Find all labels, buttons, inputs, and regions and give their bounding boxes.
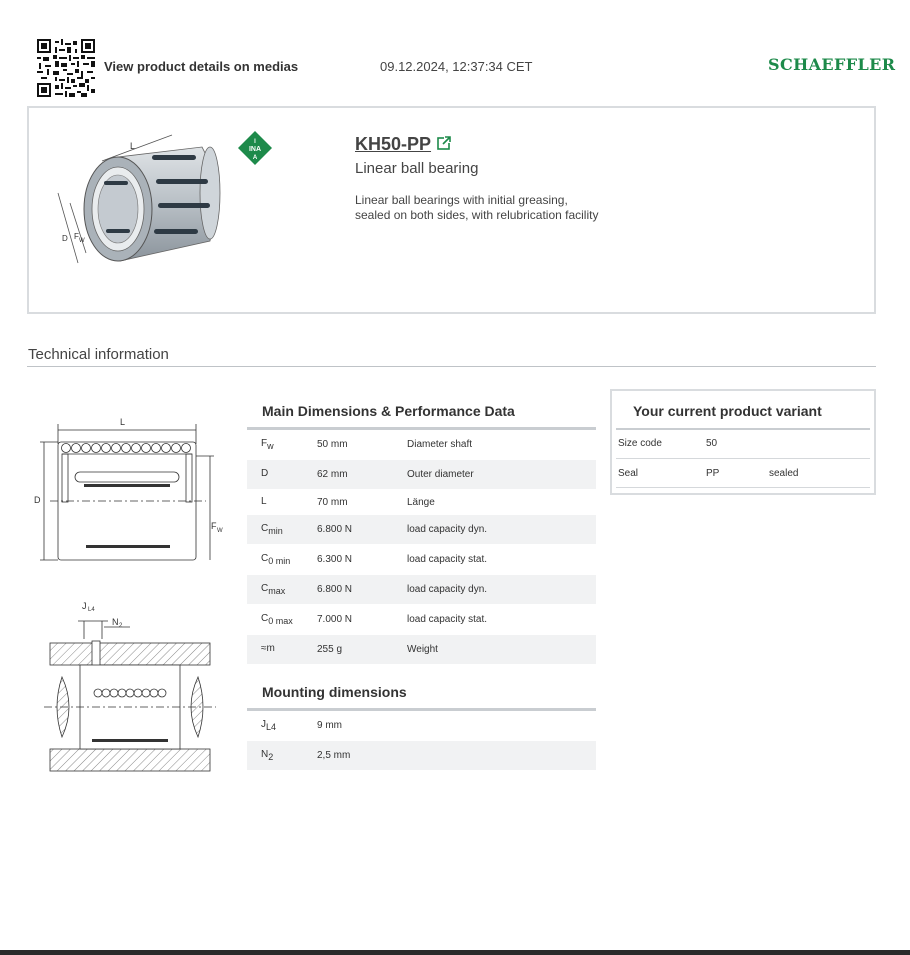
- dim-label-n2: N: [112, 617, 119, 627]
- main-dimensions-title: Main Dimensions & Performance Data: [262, 403, 515, 419]
- symbol: C: [261, 523, 269, 534]
- svg-text:F: F: [74, 232, 79, 241]
- dim-label-fw: F: [211, 521, 217, 531]
- table-row: [247, 605, 596, 634]
- bearing-product-image: [52, 133, 224, 283]
- bearing-section-drawing: [36, 414, 231, 566]
- product-subtitle: Linear ball bearing: [355, 160, 479, 177]
- dim-label-n2-sub: 2: [119, 623, 123, 629]
- dim-label-jl4: J: [82, 601, 87, 611]
- table-row: [247, 430, 596, 459]
- table-row: [247, 741, 596, 770]
- variant-row: [616, 459, 870, 488]
- product-title-link[interactable]: KH50-PP: [355, 134, 432, 154]
- svg-text:L: L: [130, 141, 136, 151]
- symbol-sub: min: [268, 526, 283, 536]
- table-row: [247, 711, 596, 740]
- external-link-icon[interactable]: [437, 136, 451, 150]
- table-row: [247, 515, 596, 544]
- description: Länge: [407, 497, 435, 508]
- description-line: Linear ball bearings with initial greasing,: [355, 193, 568, 207]
- value: 6.800 N: [317, 584, 353, 595]
- qr-code-icon[interactable]: [37, 39, 95, 97]
- description: load capacity dyn.: [407, 584, 488, 595]
- symbol-sub: max: [268, 586, 286, 596]
- value: 7.000 N: [317, 614, 353, 625]
- product-description: [355, 193, 655, 223]
- technical-info-title: Technical information: [28, 346, 169, 363]
- description: load capacity dyn.: [407, 524, 488, 535]
- variant-label: Size code: [618, 438, 662, 449]
- description: Diameter shaft: [407, 439, 473, 450]
- timestamp: 09.12.2024, 12:37:34 CET: [380, 59, 533, 74]
- divider: [616, 487, 870, 488]
- symbol: C: [261, 583, 269, 594]
- symbol: C: [261, 613, 269, 624]
- description: Weight: [407, 644, 438, 655]
- svg-text:W: W: [79, 238, 85, 244]
- symbol-sub: w: [267, 441, 274, 451]
- value: 50 mm: [317, 439, 348, 450]
- value: 9 mm: [317, 720, 342, 731]
- symbol-sub: 0 max: [268, 616, 293, 626]
- ina-logo-text: INA: [248, 146, 262, 153]
- symbol: ≈m: [261, 643, 275, 654]
- variant-note: sealed: [769, 468, 799, 479]
- variant-row: [616, 429, 870, 458]
- value: 70 mm: [317, 497, 348, 508]
- value: 2,5 mm: [317, 750, 351, 761]
- description: load capacity stat.: [407, 614, 488, 625]
- variant-title: Your current product variant: [633, 403, 822, 419]
- dim-label-l: L: [120, 417, 126, 427]
- table-row: [247, 460, 596, 489]
- ina-logo-icon: [238, 131, 272, 165]
- symbol-sub: L4: [266, 722, 277, 732]
- value: 62 mm: [317, 469, 348, 480]
- table-row: [247, 545, 596, 574]
- value: 255 g: [317, 644, 343, 655]
- description-line: sealed on both sides, with relubrication facility: [355, 208, 599, 222]
- symbol: C: [261, 553, 269, 564]
- symbol: J: [261, 719, 266, 730]
- value: 6.800 N: [317, 524, 353, 535]
- dim-label-fw-sub: W: [217, 528, 223, 534]
- symbol-sub: 2: [268, 752, 274, 762]
- divider: [27, 366, 876, 367]
- mounting-dimensions-title: Mounting dimensions: [262, 684, 407, 700]
- description: Outer diameter: [407, 469, 474, 480]
- mounting-drawing: [44, 597, 216, 775]
- symbol: F: [261, 438, 268, 449]
- svg-text:I: I: [254, 139, 256, 145]
- svg-text:A: A: [252, 155, 258, 161]
- footer-bar: [0, 950, 910, 955]
- variant-value: PP: [706, 468, 720, 479]
- symbol: L: [261, 496, 267, 507]
- table-row: [247, 488, 596, 517]
- dim-label-jl4-sub: L4: [88, 607, 95, 613]
- value: 6.300 N: [317, 554, 353, 565]
- schaeffler-logo: SCHAEFFLER: [768, 55, 896, 74]
- table-row: [247, 575, 596, 604]
- symbol: N: [261, 749, 269, 760]
- table-row: [247, 635, 596, 664]
- product-details-link[interactable]: View product details on medias: [104, 59, 299, 74]
- symbol-sub: 0 min: [268, 556, 291, 566]
- variant-label: Seal: [618, 468, 639, 479]
- symbol: D: [261, 468, 269, 479]
- variant-value: 50: [706, 438, 718, 449]
- svg-text:D: D: [62, 234, 68, 243]
- description: load capacity stat.: [407, 554, 488, 565]
- dim-label-d: D: [34, 495, 41, 505]
